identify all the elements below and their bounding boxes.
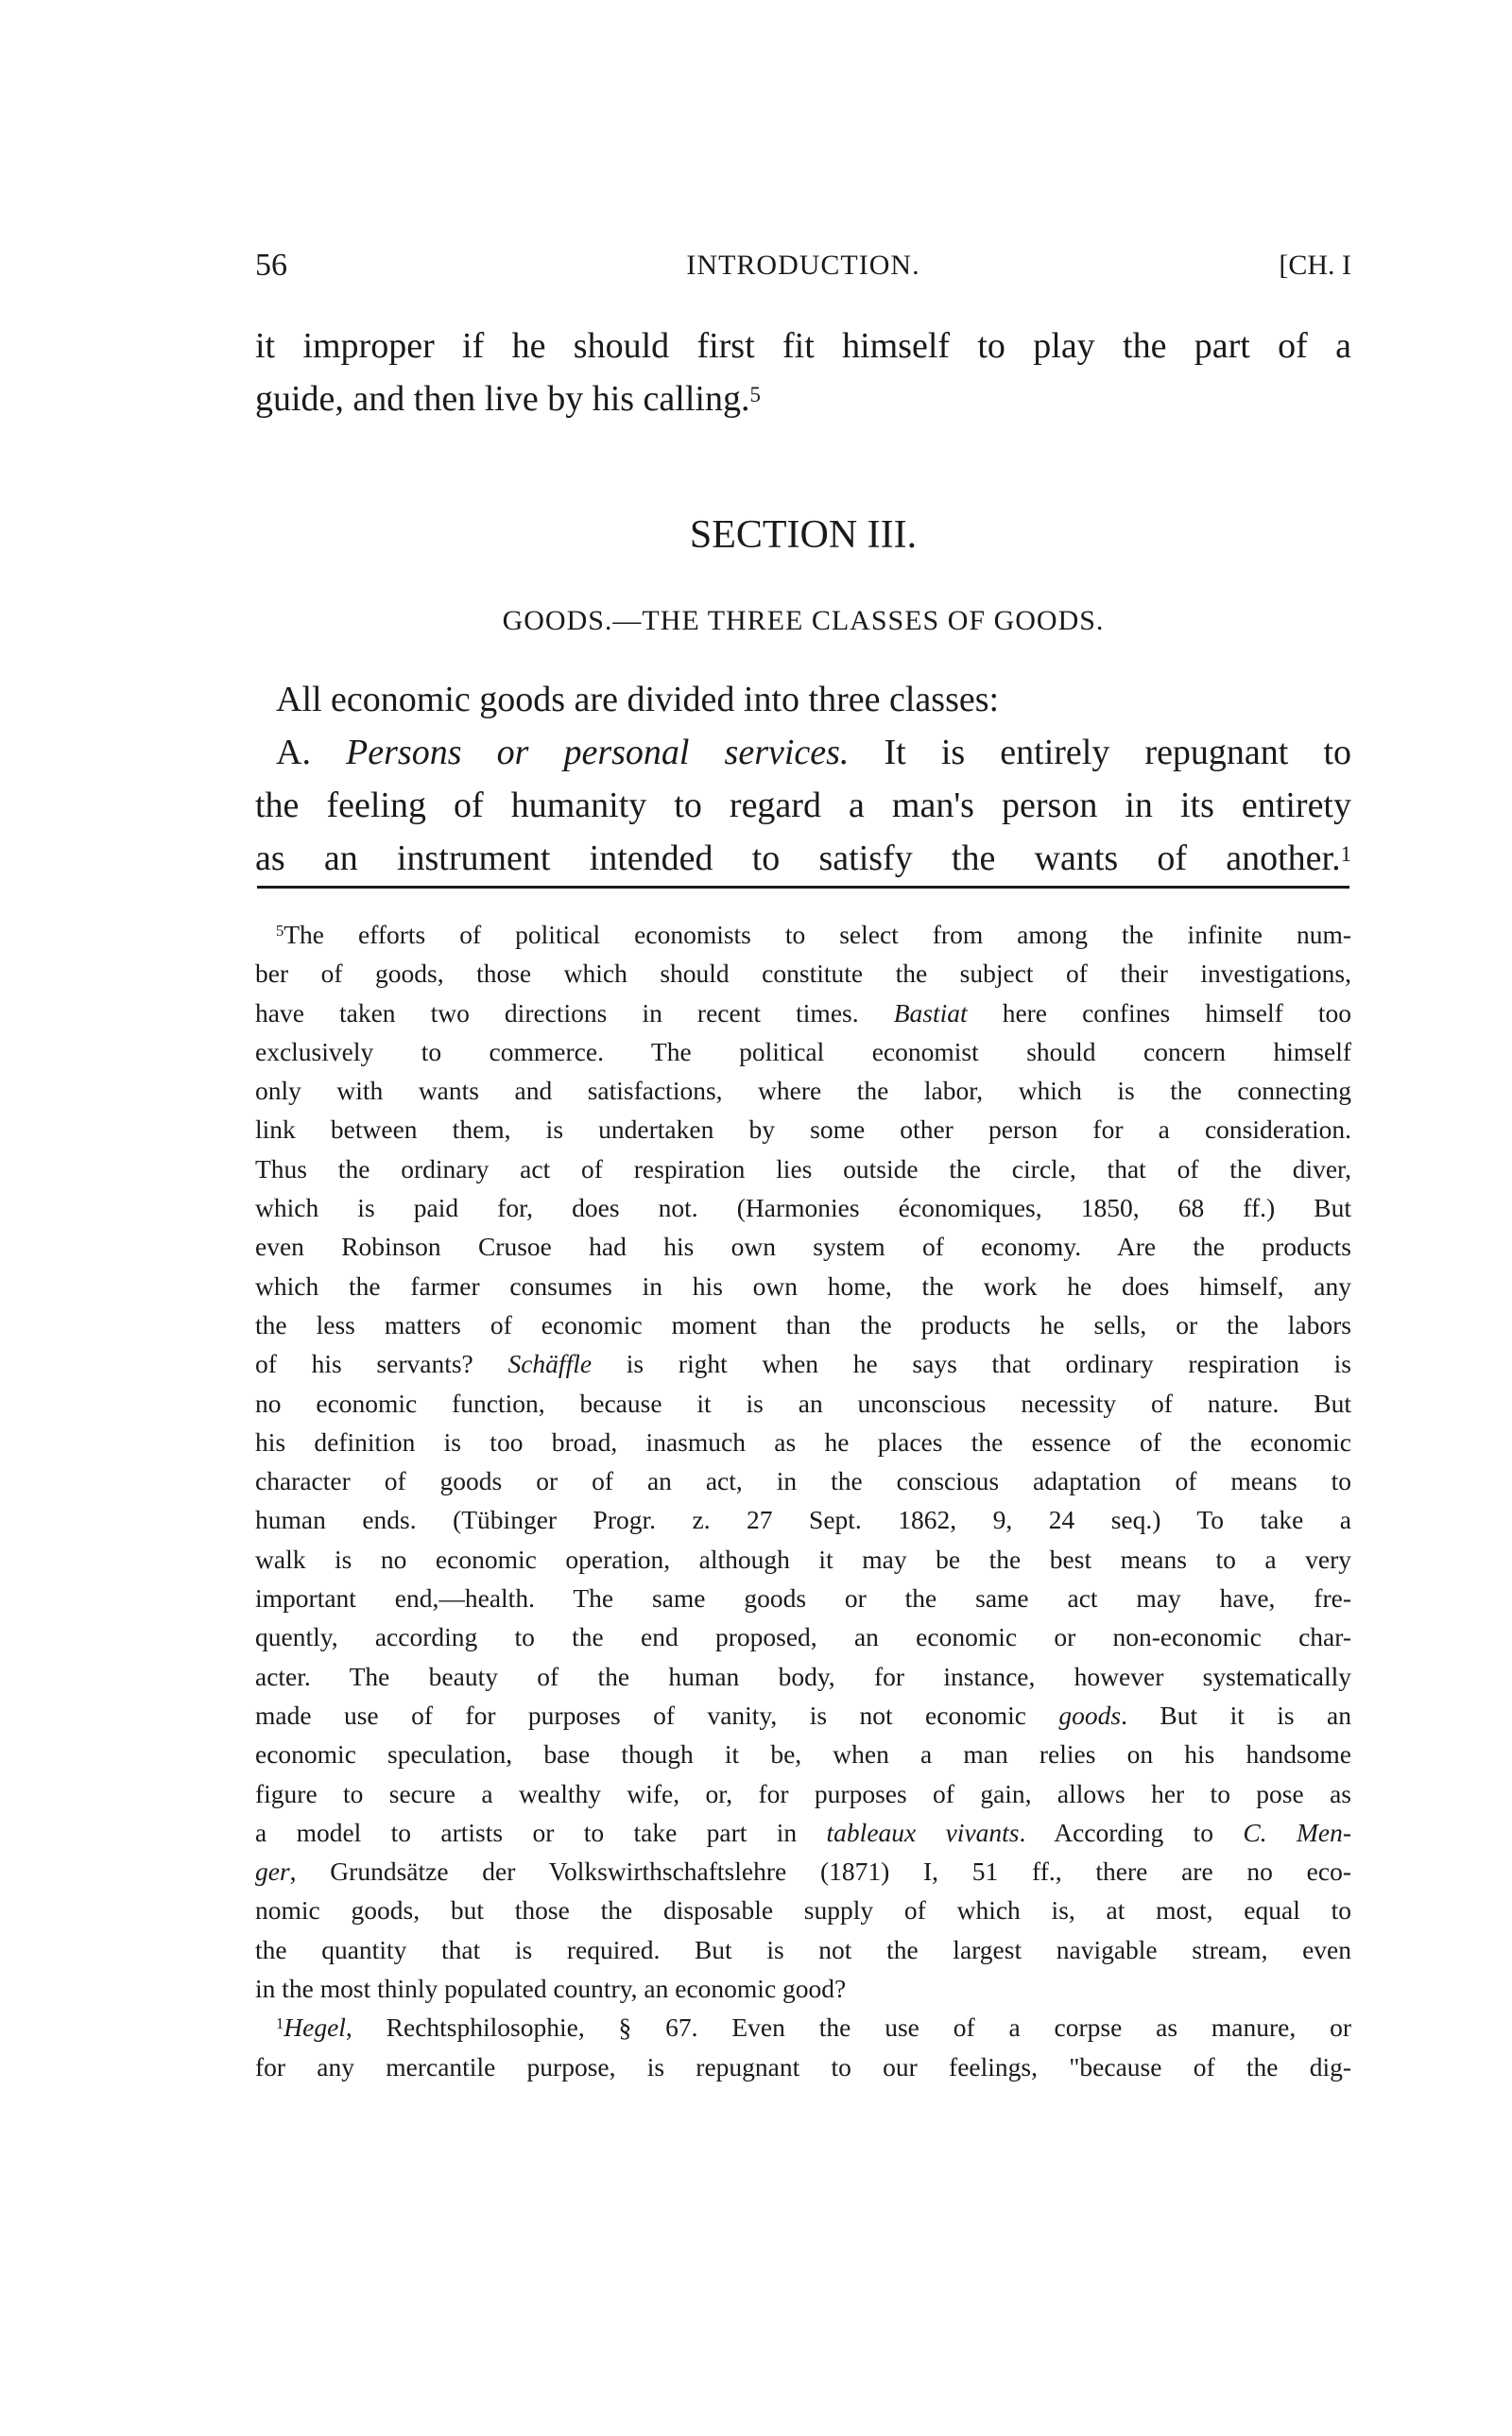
- footnote-5-line: in the most thinly populated country, an economic good?: [255, 1974, 847, 2004]
- footnote-5-line: Thus the ordinary act of respiration lies outside the circle, that of the diver,: [255, 1153, 1351, 1183]
- footnote-5-line: made use of for purposes of vanity, is not economic goods. But it is an: [255, 1700, 1352, 1730]
- footnote-5-line: figure to secure a wealthy wife, or, for purposes of gain, allows her to pose as: [255, 1778, 1351, 1808]
- running-head: [255, 248, 1351, 295]
- footnote-5-line: exclusively to commerce. The political economist should concern himself: [255, 1036, 1351, 1066]
- running-title: INTRODUCTION.: [686, 250, 920, 281]
- footnote-marker-1: 1: [276, 2014, 284, 2033]
- footnote-5-line: acter. The beauty of the human body, for instance, however systematically: [255, 1661, 1351, 1691]
- footnote-5-line: even Robinson Crusoe had his own system of economy. Are the products: [255, 1232, 1351, 1262]
- footnote-5-line: economic speculation, base though it be, when a man relies on his handsome: [255, 1739, 1351, 1770]
- main-text: [255, 673, 1351, 885]
- text-line: All economic goods are divided into three classes:: [276, 680, 1000, 719]
- footnote-5-line: only with wants and satisfactions, where the labor, which is the connecting: [255, 1076, 1351, 1106]
- text-line: guide, and then live by his calling.$^5$: [255, 379, 761, 419]
- text-line: it improper if he should first fit himself to play the part of a: [255, 326, 1351, 366]
- footnotes: [255, 915, 1351, 2086]
- footnote-5-line: ber of goods, those which should constitute the subject of their investigations,: [255, 959, 1351, 989]
- footnote-5-line: no economic function, because it is an unconscious necessity of nature. But: [255, 1388, 1351, 1418]
- footnote-5-line: the quantity that is required. But is not the largest navigable stream, even: [255, 1934, 1351, 1964]
- footnote-5-line: which the farmer consumes in his own home, the work he does himself, any: [255, 1270, 1351, 1301]
- footnote-ref-1[interactable]: 1: [1340, 842, 1351, 866]
- footnote-1-line: for any mercantile purpose, is repugnant to our feelings, "because of the dig-: [255, 2051, 1351, 2082]
- footnote-5-line: walk is no economic operation, although it may be the best means to a very: [255, 1544, 1351, 1574]
- footnote-5-line: important end,—health. The same goods or the same act may have, fre-: [255, 1583, 1351, 1614]
- italic-term: Persons or personal services.: [346, 733, 850, 772]
- footnote-5-line: the less matters of economic moment than the products he sells, or the labors: [255, 1309, 1351, 1339]
- footnote-divider: [257, 886, 1349, 889]
- footnote-5-line: which is paid for, does not. (Harmonies économiques, 1850, 68 ff.) But: [255, 1193, 1351, 1223]
- footnote-5-line: of his servants? Schäffle is right when he says that ordinary respiration is: [255, 1349, 1351, 1379]
- section-subheading: GOODS.—THE THREE CLASSES OF GOODS.: [502, 605, 1105, 636]
- footnote-5-line: $^5$The efforts of political economists to select from among the infinite num-: [276, 920, 1351, 949]
- page-number: 56: [255, 248, 287, 283]
- footnote-5-line: quently, according to the end proposed, an economic or non-economic char-: [255, 1622, 1351, 1652]
- footnote-marker-5: 5: [276, 922, 284, 940]
- footnote-5-line: link between them, is undertaken by some other person for a consideration.: [255, 1114, 1351, 1145]
- footnote-5-line: a model to artists or to take part in tableaux vivants. According to C. Men-: [255, 1817, 1352, 1847]
- footnote-5-line: his definition is too broad, inasmuch as he places the essence of the economic: [255, 1426, 1351, 1457]
- footnote-5-line: character of goods or of an act, in the conscious adaptation of means to: [255, 1466, 1351, 1496]
- text-line: the feeling of humanity to regard a man's person in its entirety: [255, 786, 1351, 825]
- chapter-marker: [CH. I: [1279, 250, 1351, 281]
- footnote-1-line: $^1$Hegel, Rechtsphilosophie, § 67. Even the use of a corpse as manure, or: [276, 2013, 1351, 2043]
- footnote-5-line: human ends. (Tübinger Progr. z. 27 Sept. 1862, 9, 24 seq.) To take a: [255, 1505, 1351, 1535]
- footnote-5-line: nomic goods, but those the disposable supply of which is, at most, equal to: [255, 1895, 1351, 1926]
- footnote-5-line: ger, Grundsätze der Volkswirthschaftslehre (1871) I, 51 ff., there are no eco-: [255, 1857, 1351, 1887]
- text-line: as an instrument intended to satisfy the wants of another.$^1$: [255, 838, 1351, 878]
- section-heading: SECTION III.: [689, 513, 918, 557]
- main-text-continuation: [255, 320, 1351, 425]
- footnote-ref-5[interactable]: 5: [749, 383, 761, 406]
- footnote-5-line: have taken two directions in recent times. Bastiat here confines himself too: [255, 997, 1352, 1028]
- text-line: A. Persons or personal services. It is entirely repugnant to: [276, 733, 1352, 772]
